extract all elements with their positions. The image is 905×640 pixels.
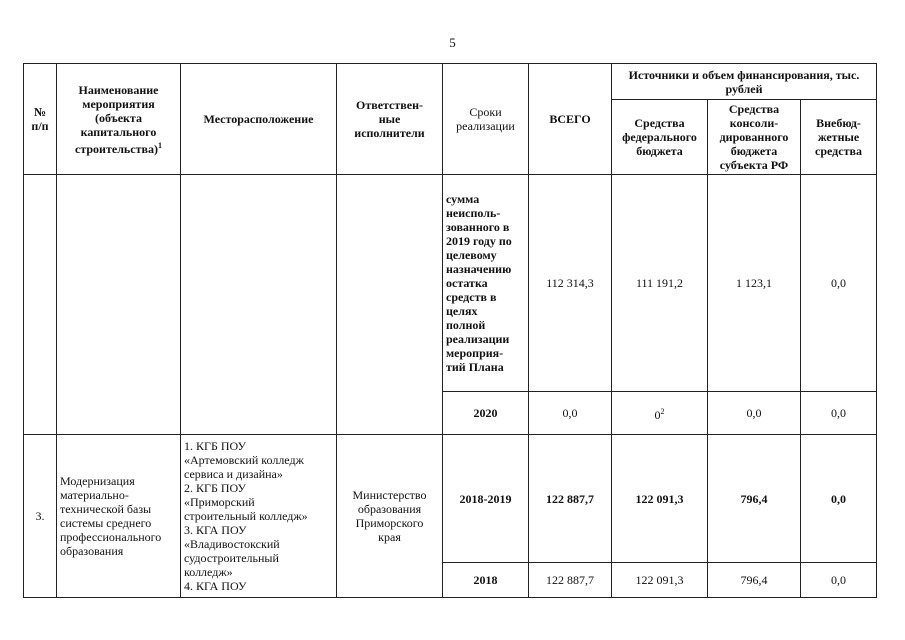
cell-location-empty	[181, 175, 337, 435]
header-sources: Источники и объем финансирования, тыс. рублей	[612, 64, 877, 100]
cell-location: 1. КГБ ПОУ «Артемовский колледж сервиса и дизайна» 2. КГБ ПОУ «Приморский строительный колледж» 3. КГА ПОУ «Владивостокский судостроительный колледж» 4. КГА ПОУ	[181, 435, 337, 598]
header-total: ВСЕГО	[529, 64, 612, 175]
header-executors: Ответствен- ные исполнители	[337, 64, 443, 175]
cell-executor: Министерство образования Приморского края	[337, 435, 443, 598]
header-row-1	[24, 64, 877, 100]
cell-term: 2020	[443, 392, 529, 435]
cell-num: 3.	[24, 435, 57, 598]
cell-consolidated: 796,4	[708, 435, 801, 563]
cell-federal: 122 091,3	[612, 563, 708, 598]
cell-extrabudget: 0,0	[801, 563, 877, 598]
header-num: № п/п	[24, 64, 57, 175]
header-consolidated: Средства консоли- дированного бюджета субъекта РФ	[708, 100, 801, 175]
cell-federal: 122 091,3	[612, 435, 708, 563]
cell-total: 112 314,3	[529, 175, 612, 392]
header-name	[57, 64, 181, 175]
cell-num-empty	[24, 175, 57, 435]
header-location: Месторасположение	[181, 64, 337, 175]
header-extrabudget: Внебюд- жетные средства	[801, 100, 877, 175]
federal-footnote: 2	[660, 406, 665, 416]
header-name-text: Наименование мероприятия (объекта капитального строительства)	[75, 82, 159, 156]
header-name-footnote: 1	[157, 140, 162, 150]
cell-term: 2018	[443, 563, 529, 598]
financing-table	[23, 63, 877, 598]
cell-federal-value: 0	[654, 407, 661, 422]
page-number: 5	[449, 35, 456, 50]
table-row	[24, 175, 877, 392]
cell-name-empty	[57, 175, 181, 435]
cell-consolidated: 796,4	[708, 563, 801, 598]
cell-federal: 111 191,2	[612, 175, 708, 392]
cell-executor-empty	[337, 175, 443, 435]
cell-total: 0,0	[529, 392, 612, 435]
cell-extrabudget: 0,0	[801, 392, 877, 435]
header-federal: Средства федерального бюджета	[612, 100, 708, 175]
cell-name: Модернизация материально- технической базы системы среднего профессионального образования	[57, 435, 181, 598]
header-terms: Сроки реализации	[443, 64, 529, 175]
cell-extrabudget: 0,0	[801, 435, 877, 563]
cell-extrabudget: 0,0	[801, 175, 877, 392]
cell-term: сумма неисполь- зованного в 2019 году по целевому назначению остатка средств в целях полной реализации мероприя- тий Плана	[443, 175, 529, 392]
cell-federal	[612, 392, 708, 435]
table-row	[24, 435, 877, 563]
cell-total: 122 887,7	[529, 563, 612, 598]
cell-term: 2018-2019	[443, 435, 529, 563]
cell-total: 122 887,7	[529, 435, 612, 563]
cell-consolidated: 0,0	[708, 392, 801, 435]
cell-consolidated: 1 123,1	[708, 175, 801, 392]
